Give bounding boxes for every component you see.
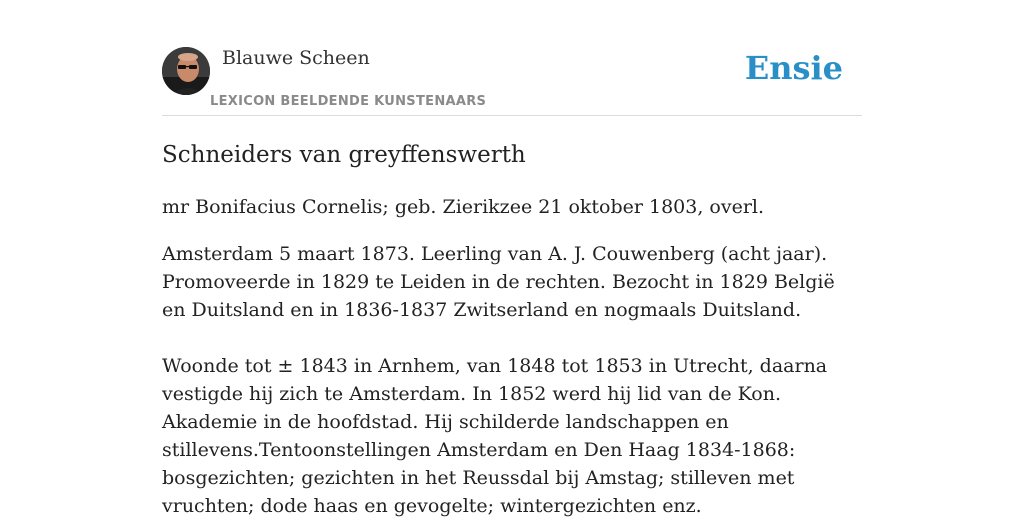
article-title: Schneiders van greyffenswerth (162, 142, 526, 168)
author-avatar-icon (162, 47, 210, 95)
article-card (162, 44, 862, 520)
brand-logo[interactable]: Ensie (744, 49, 843, 87)
author-avatar[interactable] (162, 47, 210, 95)
collection-label[interactable]: LEXICON BEELDENDE KUNSTENAARS (210, 94, 487, 109)
article-summary: mr Bonifacius Cornelis; geb. Zierikzee 21 oktober 1803, overl. (162, 196, 765, 218)
article-header (162, 44, 862, 116)
article-body: Amsterdam 5 maart 1873. Leerling van A. J. Couwenberg (acht jaar). Promoveerde in 1829 te Leiden in de rechten. Bezocht in 1829 België en Duitsland en in 1836-1837 Zwitserland en nogmaals Duitsland. Woonde tot ± 1843 in Arnhem, van 1848 tot 1853 in Utrecht, daarna vestigde hij zich te Amsterdam. In 1852 werd hij lid van de Kon. Akademie in de hoofdstad. Hij schilderde landschappen en stillevens.Tentoonstellingen Amsterdam en Den Haag 1834-1868: bosgezichten; gezichten in het Reussdal bij Amstag; stilleven met vruchten; dode haas en gevogelte; wintergezichten enz. (162, 243, 835, 517)
author-name[interactable]: Blauwe Scheen (222, 47, 370, 69)
